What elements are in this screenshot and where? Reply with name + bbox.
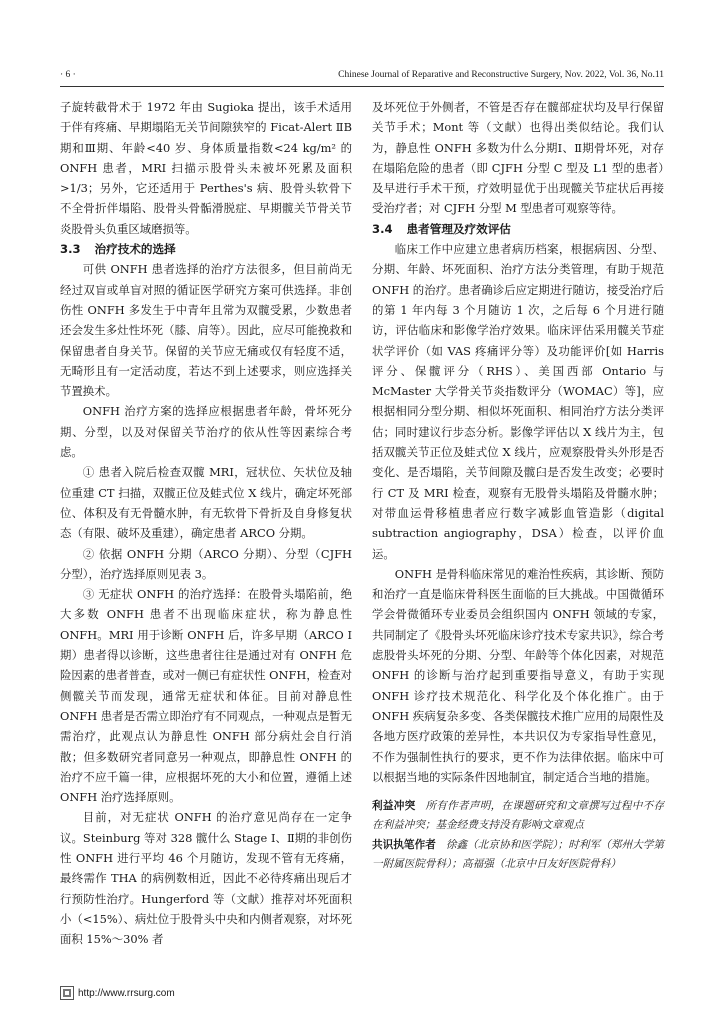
- journal-logo-icon: [60, 986, 74, 1000]
- section-title: 治疗技术的选择: [94, 242, 176, 257]
- right-column: [372, 97, 664, 875]
- journal-citation: Chinese Journal of Reparative and Reconstructive Surgery, Nov. 2022, Vol. 36, No.11: [338, 70, 664, 80]
- journal-url-link[interactable]: http://www.rrsurg.com: [78, 987, 175, 999]
- section-title: 患者管理及疗效评估: [406, 221, 511, 236]
- authors-note: [372, 836, 664, 873]
- article-notes: [372, 797, 664, 873]
- section-heading-3-4: [372, 219, 664, 239]
- paragraph: 目前，对无症状 ONFH 的治疗意见尚存在一定争议。Steinburg 等对 328 髋什么 Stage Ⅰ、Ⅱ期的非创伤性 ONFH 进行平均 46 个月随访，发现不管有无疼痛，最终需作 THA 的病例数相近，因此不必待疼痛出现后才行预防性治疗。Hungerford 等（文献）推荐对坏死面积小（<15%）、病灶位于股骨头中央和内侧者观察，对坏死面积 15%～30% 者: [60, 810, 352, 947]
- paragraph: 可供 ONFH 患者选择的治疗方法很多，但目前尚无经过双盲或单盲对照的循证医学研究方案可供选择。非创伤性 ONFH 多发生于中青年且常为双髋受累，少数患者还会发生多灶性坏死（膝、肩等）。因此，应尽可能挽救和保留患者自身关节。保留的关节应无痛或仅有轻度不适，无畸形且有一定活动度，若达不到上述要求，则应选择关节置换术。: [60, 262, 352, 399]
- section-heading-3-3: [60, 239, 352, 259]
- paragraph: ONFH 是骨科临床常见的难治性疾病，其诊断、预防和治疗一直是临床骨科医生面临的巨大挑战。中国微循环学会骨微循环专业委员会组织国内 ONFH 领域的专家，共同制定了《股骨头坏死临床诊疗技术专家共识》，综合考虑股骨头坏死的分期、分型、年龄等个体化因素，对规范 ONFH 的诊断与治疗起到重要指导意义，有助于实现 ONFH 诊疗技术规范化、科学化及个体化推广。由于 ONFH 疾病复杂多变、各类保髋技术推广应用的局限性及各地方医疗政策的差异性，本共识仅为专家指导性意见，不作为强制性执行的要求，更不作为法律依据。临床中可以根据当地的实际条件因地制宜，制定适合当地的措施。: [372, 566, 664, 784]
- paragraph: ONFH 治疗方案的选择应根据患者年龄，骨坏死分期、分型，以及对保留关节治疗的依从性等因素综合考虑。: [60, 404, 352, 460]
- paragraph: ③ 无症状 ONFH 的治疗选择：在股骨头塌陷前，绝大多数 ONFH 患者不出现临床症状，称为静息性 ONFH。MRI 用于诊断 ONFH 后，许多早期（ARCO Ⅰ期）患者得以诊断，这些患者往往是通过对有 ONFH 危险因素的患者普查，或对一侧已有症状性 ONFH，检查对侧髋关节而发现，通常无症状和体征。目前对静息性 ONFH 患者是否需立即治疗有不同观点，一种观点是暂无需治疗，此观点认为静息性 ONFH 部分病灶会自行消散；但多数研究者同意另一种观点，即静息性 ONFH 的治疗不应千篇一律，应根据坏死的大小和位置，遵循上述 ONFH 治疗选择原则。: [60, 587, 352, 805]
- section-number: 3.3: [60, 242, 81, 257]
- page-footer: [60, 986, 175, 1000]
- left-column: [60, 97, 352, 949]
- paragraph: 及坏死位于外侧者，不管是否存在髋部症状均及早行保留关节手术；Mont 等（文献）也得出类似结论。我们认为，静息性 ONFH 多数为什么分期Ⅰ、Ⅱ期骨坏死，对存在塌陷危险的患者（即 CJFH 分型 C 型及 L1 型的患者）及早进行手术干预，疗效明显优于出现髋关节症状后再接受治疗者；对 CJFH 分型 M 型患者可观察等待。: [372, 100, 664, 216]
- running-header: [60, 68, 664, 87]
- authors-text: 徐鑫（北京协和医学院）；时利军（郑州大学第一附属医院骨科）；高福强（北京中日友好医院骨科）: [372, 839, 664, 870]
- conflict-text: 所有作者声明，在课题研究和文章撰写过程中不存在利益冲突；基金经费支持没有影响文章观点: [372, 800, 665, 831]
- conflict-label: 利益冲突: [372, 800, 416, 813]
- page-number: · 6 ·: [60, 70, 76, 80]
- paragraph: ② 依据 ONFH 分期（ARCO 分期）、分型（CJFH 分型），治疗选择原则见表 3。: [60, 546, 352, 581]
- authors-label: 共识执笔作者: [372, 839, 436, 852]
- paragraph: ① 患者入院后检查双髋 MRI，冠状位、矢状位及轴位重建 CT 扫描，双髋正位及蛙式位 X 线片，确定坏死部位、体积及有无骨髓水肿，有无软骨下骨折及自身修复状态（有限、破坏及重建），确定患者 ARCO 分期。: [60, 465, 352, 541]
- section-number: 3.4: [372, 221, 393, 236]
- paragraph: 临床工作中应建立患者病历档案，根据病因、分型、分期、年龄、坏死面积、治疗方法分类管理，有助于规范 ONFH 的治疗。患者确诊后应定期进行随访，接受治疗后的第 1 年内每 3 个月随访 1 次，之后每 6 个月进行随访，评估临床和影像学治疗效果。临床评估采用髋关节症状学评价（如 VAS 疼痛评分等）及功能评价[如 Harris 评分、保髋评分（RHS）、美国西部 Ontario 与 McMaster 大学骨关节炎指数评分（WOMAC）等]，应根据相同分型分期、相似坏死面积、相同治疗方法分类评估；同时建议行步态分析。影像学评估以 X 线片为主，包括双髋关节正位及蛙式位 X 线片，应观察股骨头外形是否变化、是否塌陷，关节间隙及髋臼是否发生改变；必要时行 CT 及 MRI 检查，观察有无股骨头塌陷及骨髓水肿；对带血运骨移植患者应行数字减影血管造影（digital subtraction angiography，DSA）检查，以评价血运。: [372, 242, 664, 561]
- conflict-of-interest: [372, 797, 664, 834]
- paragraph: 子旋转截骨术于 1972 年由 Sugioka 提出，该手术适用于伴有疼痛、早期塌陷无关节间隙狭窄的 Ficat-Alert ⅡB 期和Ⅲ期、年龄<40 岁、身体质量指数<24 kg/m² 的 ONFH 患者，MRI 扫描示股骨头未被坏死累及面积>1/3；另外，它还适用于 Perthes's 病、股骨头软骨下不全骨折伴塌陷、股骨头骨骺滑脱症、早期髋关节骨关节炎股骨头负重区域磨损等。: [60, 100, 352, 236]
